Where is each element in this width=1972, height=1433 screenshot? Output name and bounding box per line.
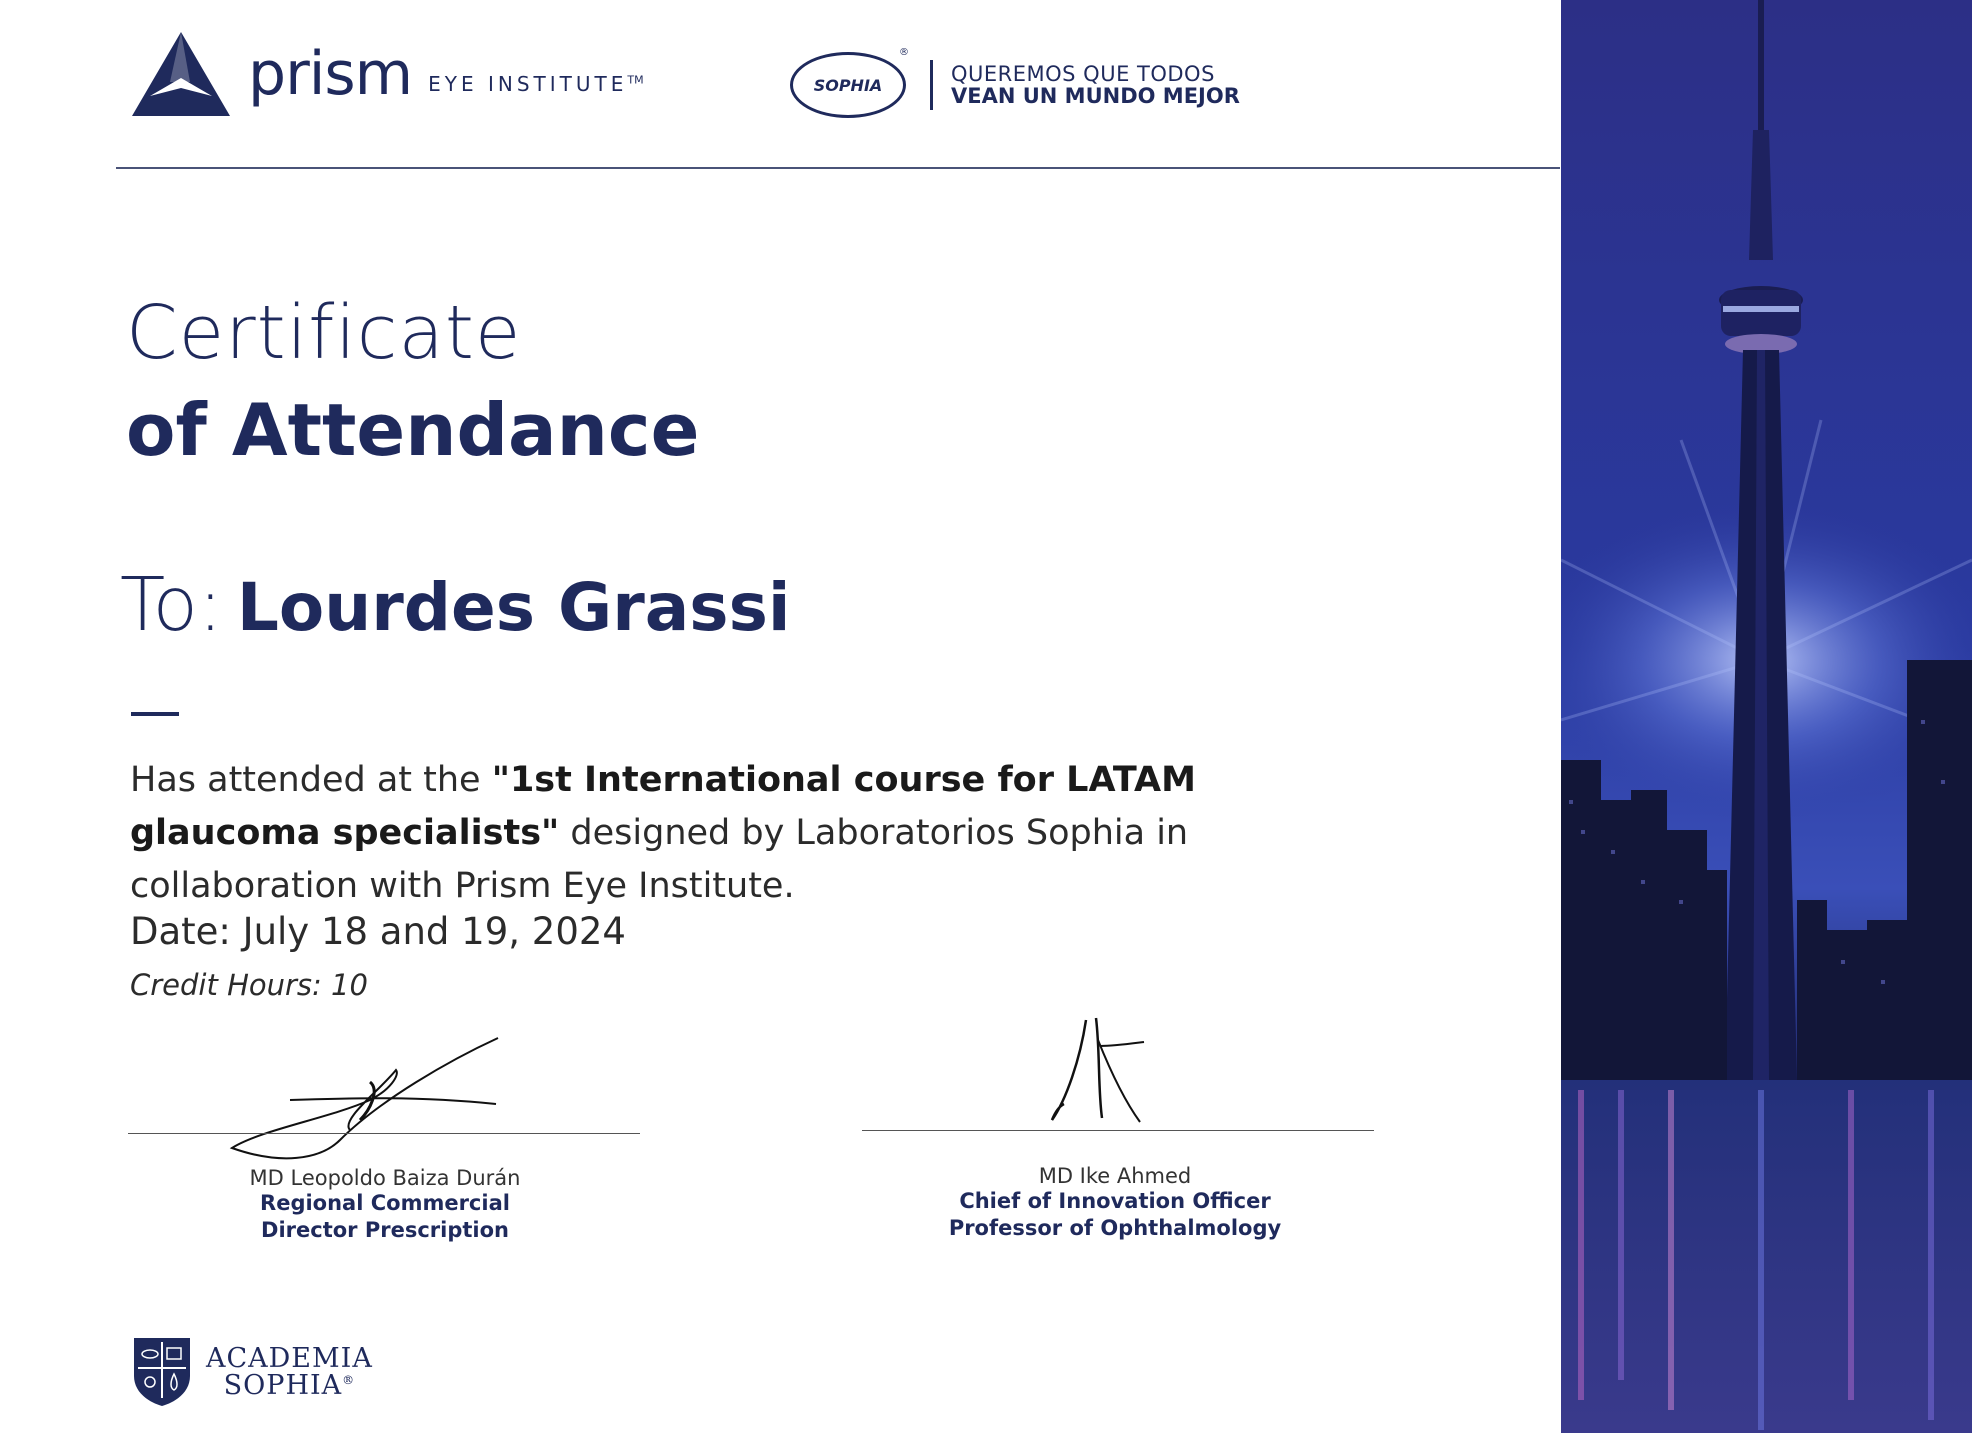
signatory-1-role-line-1: Regional Commercial	[260, 1191, 510, 1215]
prism-brand-text: prism	[248, 39, 413, 109]
skyline-photo	[1561, 0, 1972, 1433]
registered-mark: ®	[899, 47, 909, 58]
course-name: "1st International course for LATAM glaucoma specialists"	[130, 760, 1196, 853]
academia-sophia-logo	[132, 1336, 373, 1408]
certificate-subtitle: of Attendance	[126, 388, 700, 472]
statement-suffix: designed by Laboratorios Sophia in collaboration with Prism Eye Institute.	[130, 813, 1189, 906]
signature-1	[200, 1166, 570, 1244]
slogan-line-2: VEAN UN MUNDO MEJOR	[951, 84, 1240, 108]
sophia-brand-text: SOPHIA	[813, 75, 883, 95]
credit-hours: Credit Hours: 10	[130, 968, 368, 1002]
signature-1-line	[128, 1133, 640, 1134]
statement-prefix: Has attended at the	[130, 760, 492, 800]
sophia-oval-mark	[790, 47, 909, 118]
to-label: To:	[120, 562, 223, 648]
signatory-2-role-line-1: Chief of Innovation Officer	[959, 1189, 1271, 1213]
signatory-1-role-line-2: Director Prescription	[261, 1218, 509, 1242]
divider	[930, 60, 933, 110]
certificate-title: Certificate	[126, 290, 522, 376]
prism-triangle-icon	[130, 30, 232, 118]
prism-logo	[130, 30, 644, 118]
academia-line-1: ACADEMIA	[206, 1343, 373, 1374]
signatory-1-name: MD Leopoldo Baiza Durán	[249, 1166, 521, 1190]
accent-dash	[131, 712, 179, 716]
signature-1-scribble	[220, 1030, 520, 1170]
slogan-line-1: QUEREMOS QUE TODOS	[951, 61, 1215, 86]
recipient-line	[120, 562, 791, 648]
cn-tower-skyline-image	[1561, 0, 1972, 1433]
signatory-2-name: MD Ike Ahmed	[1038, 1164, 1192, 1188]
attendance-statement	[130, 754, 1210, 913]
academia-shield-icon	[132, 1336, 192, 1408]
academia-line-2: SOPHIA®	[223, 1370, 356, 1401]
signature-2	[920, 1164, 1310, 1242]
signatory-2-role-line-2: Professor of Ophthalmology	[948, 1216, 1282, 1240]
recipient-name: Lourdes Grassi	[236, 569, 791, 646]
signature-2-scribble	[1040, 1010, 1160, 1130]
course-date: Date: July 18 and 19, 2024	[130, 910, 626, 953]
academia-wordmark	[206, 1345, 373, 1399]
sophia-logo	[790, 47, 1240, 118]
sophia-slogan	[951, 63, 1240, 107]
prism-subtitle: EYE INSTITUTE™	[428, 72, 644, 96]
header-divider	[116, 167, 1560, 169]
signature-2-line	[862, 1130, 1374, 1131]
